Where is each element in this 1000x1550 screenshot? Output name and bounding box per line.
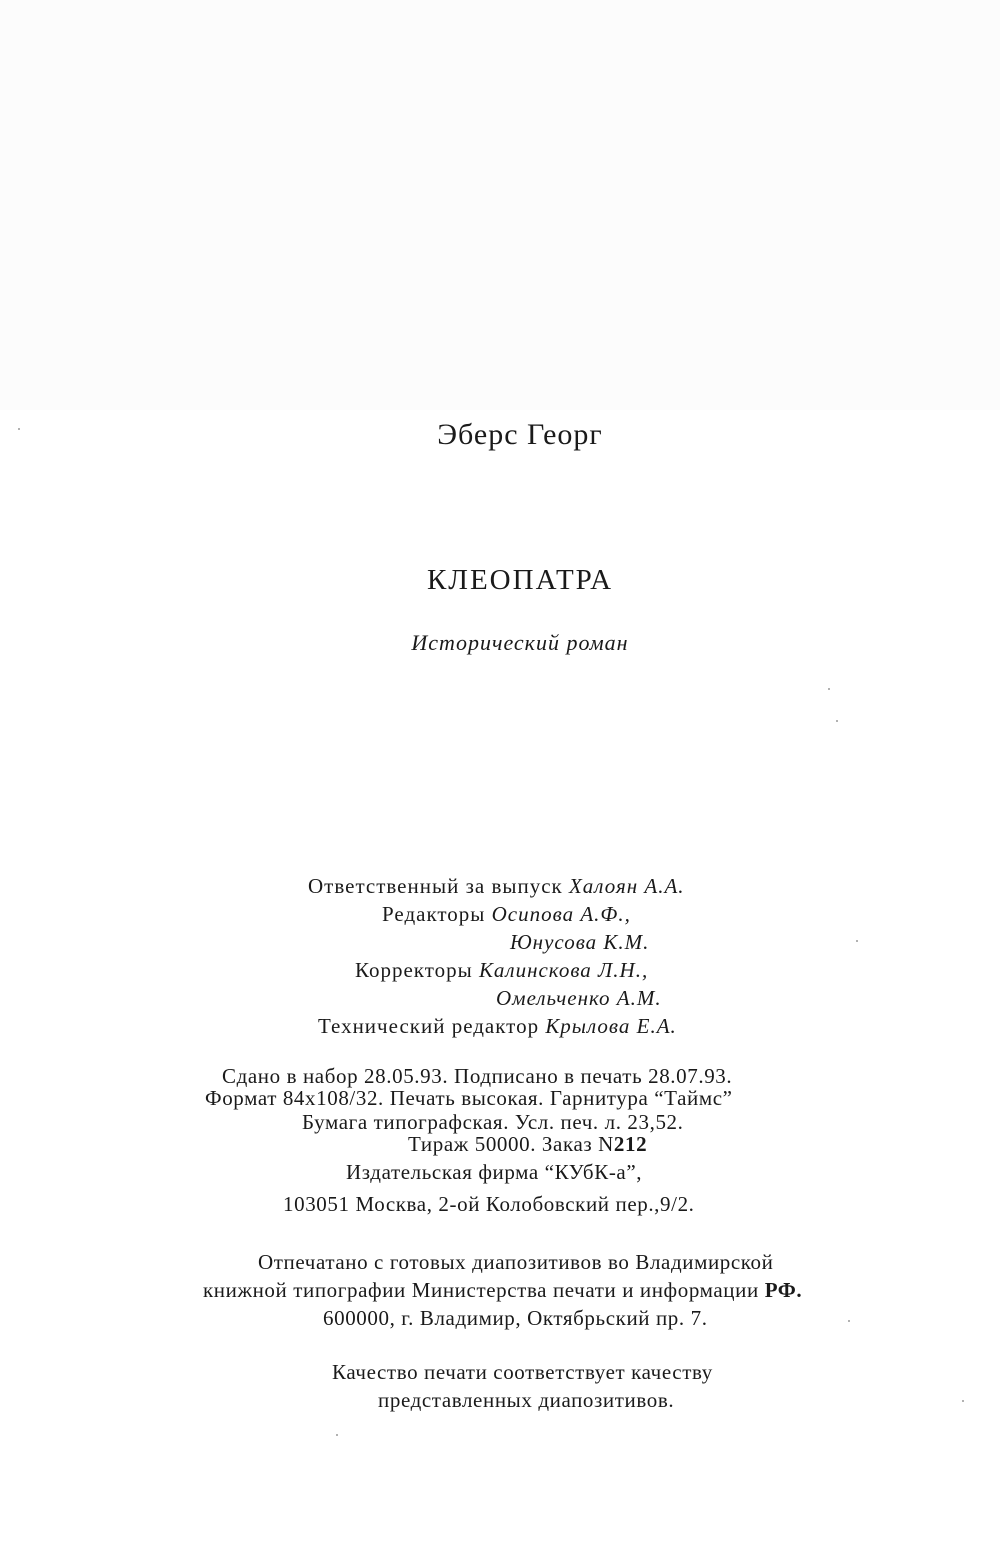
quality-note-line-1: Качество печати соответствует качеству — [332, 1360, 713, 1384]
printer-line-2 — [203, 1280, 802, 1301]
credit-name: Халоян А.А. — [568, 874, 685, 898]
credit-tech-editor — [318, 1016, 677, 1037]
credit-responsible — [308, 876, 685, 897]
scan-speck — [836, 720, 838, 722]
book-title: КЛЕОПАТРА — [426, 564, 614, 596]
print-detail-dates: Сдано в набор 28.05.93. Подписано в печать 28.07.93. — [222, 1064, 733, 1088]
scan-speck — [848, 1320, 850, 1322]
scan-speck — [336, 1434, 338, 1436]
credit-name: Осипова А.Ф., — [491, 902, 631, 926]
scan-speck — [962, 1400, 964, 1402]
quality-note-line-2: представленных диапозитивов. — [378, 1388, 675, 1412]
credit-proofreader-2 — [496, 988, 662, 1009]
print-detail-paper: Бумага типографская. Усл. печ. л. 23,52. — [302, 1110, 684, 1134]
printer-line-2-text: книжной типографии Министерства печати и информации — [203, 1278, 759, 1302]
print-detail-format: Формат 84x108/32. Печать высокая. Гарнитура “Таймс” — [205, 1086, 733, 1110]
scan-speck — [828, 688, 830, 690]
print-detail-circulation — [408, 1134, 647, 1155]
circulation-text: Тираж 50000. Заказ N — [408, 1132, 614, 1156]
publisher-name: Издательская фирма “КУбК-а”, — [346, 1160, 643, 1184]
printer-country: РФ. — [764, 1278, 803, 1302]
scan-speck — [856, 940, 858, 942]
book-subtitle: Исторический роман — [411, 630, 629, 655]
credit-editors — [382, 904, 631, 925]
credit-role: Технический редактор — [318, 1014, 540, 1038]
scan-background-band — [0, 0, 1000, 410]
credit-editor-2 — [510, 932, 649, 953]
credit-name: Юнусова К.М. — [510, 930, 650, 954]
credit-role: Редакторы — [382, 902, 486, 926]
credit-role: Ответственный за выпуск — [308, 874, 563, 898]
printer-line-1: Отпечатано с готовых диапозитивов во Владимирской — [258, 1250, 774, 1274]
order-number: 212 — [613, 1132, 648, 1156]
publisher-address: 103051 Москва, 2-ой Колобовский пер.,9/2. — [283, 1192, 695, 1216]
credit-name: Крылова Е.А. — [545, 1014, 677, 1038]
scan-speck — [18, 428, 20, 430]
printer-address: 600000, г. Владимир, Октябрьский пр. 7. — [323, 1306, 708, 1330]
credit-proofreaders — [355, 960, 648, 981]
credit-role: Корректоры — [355, 958, 473, 982]
credit-name: Калинскова Л.Н., — [478, 958, 649, 982]
credit-name: Омельченко А.М. — [496, 986, 662, 1010]
book-author: Эберс Георг — [437, 418, 603, 451]
